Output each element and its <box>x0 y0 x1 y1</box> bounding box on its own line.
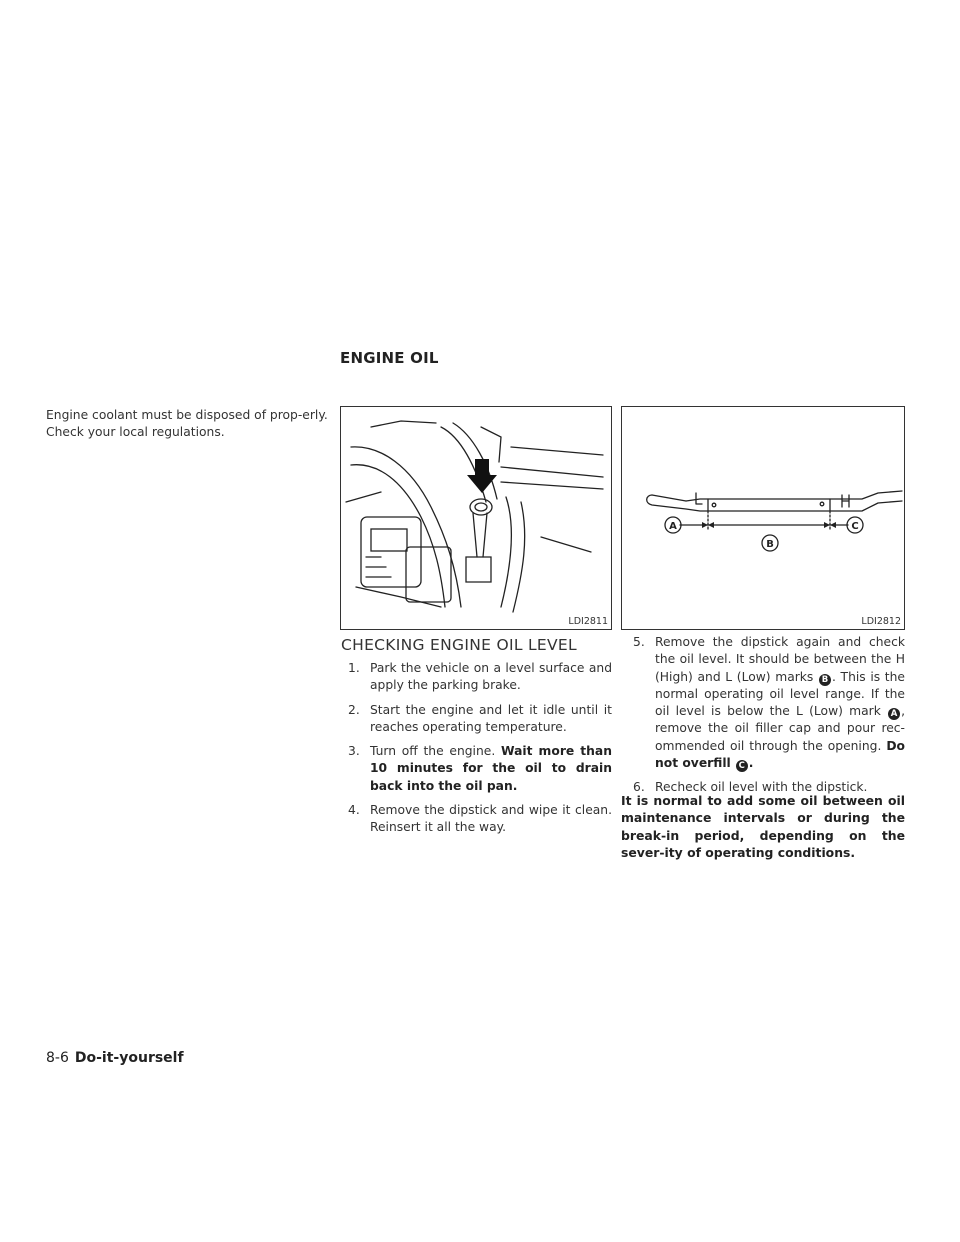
dipstick-illustration <box>622 407 904 629</box>
step-number: 3. <box>348 744 360 759</box>
step-text: Recheck oil level with the dipstick. <box>655 780 868 795</box>
steps-column-1 <box>348 660 612 844</box>
callout-a-badge: A <box>888 708 900 720</box>
step-end: . <box>748 756 754 771</box>
step-item <box>348 660 612 695</box>
section-title: ENGINE OIL <box>340 349 439 367</box>
callout-b-badge: B <box>819 674 831 686</box>
step-warning: Wait more than 10 minutes for the oil to drain back into the oil pan. <box>370 744 612 793</box>
step-text: , remove the oil filler cap and pour rec-ommended oil through the opening. <box>655 704 905 753</box>
step-number: 1. <box>348 661 360 675</box>
callout-b-label: B <box>766 539 774 550</box>
step-text: Remove the dipstick and wipe it clean. Reinsert it all the way. <box>370 803 612 835</box>
steps-column-2 <box>633 634 905 804</box>
page-footer <box>46 1050 184 1066</box>
step-number: 4. <box>348 803 360 818</box>
engine-bay-illustration <box>341 407 611 629</box>
step-text: . This is the normal operating oil level range. If the oil level is below the L (Low) mark <box>655 669 905 719</box>
figure-label: LDI2812 <box>861 616 901 627</box>
chapter-title: Do-it-yourself <box>74 1050 184 1066</box>
step-text: Park the vehicle on a level surface and apply the parking brake. <box>370 661 612 693</box>
step-item <box>348 702 612 737</box>
step-item <box>633 634 905 772</box>
step-warning: Do not overfill <box>655 738 905 771</box>
step-number: 6. <box>633 780 645 795</box>
step-item <box>348 743 612 795</box>
step-item <box>348 802 612 837</box>
subheading: CHECKING ENGINE OIL LEVEL <box>341 636 577 654</box>
figure-label: LDI2811 <box>568 616 608 627</box>
coolant-disposal-paragraph: Engine coolant must be disposed of prop-erly. Check your local regulations. <box>46 408 328 439</box>
closing-note: It is normal to add some oil between oil maintenance intervals or during the break-in period, depending on the sever-ity of operating conditions. <box>621 793 905 860</box>
engine-bay-figure <box>340 406 612 630</box>
callout-c-badge: C <box>736 760 748 772</box>
step-text: Remove the dipstick again and check the oil level. It should be between the H (High) and L (Low) marks <box>655 635 905 684</box>
callout-c-label: C <box>851 521 859 532</box>
callout-a-label: A <box>669 521 677 532</box>
step-number: 5. <box>633 635 645 649</box>
step-text: Start the engine and let it idle until it reaches operating temperature. <box>370 702 612 734</box>
dipstick-figure <box>621 406 905 630</box>
step-text: Turn off the engine. <box>370 744 496 759</box>
page-number: 8-6 <box>46 1050 69 1066</box>
step-number: 2. <box>348 702 360 717</box>
